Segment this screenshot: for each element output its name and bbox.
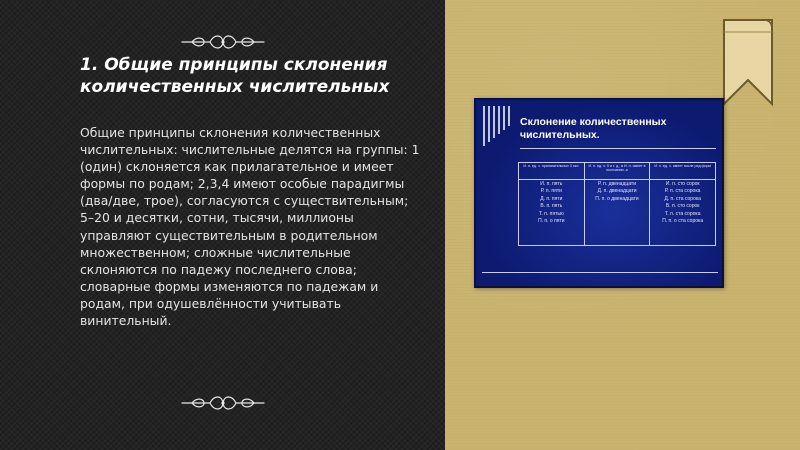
table-cell-line: Д. п. пяти: [540, 195, 563, 202]
table-cell-column-3: [650, 180, 716, 246]
divider: [482, 272, 718, 273]
table-cell-line: Т. п. пятью: [538, 210, 564, 217]
slide-title: 1. Общие принципы склонения количественных числительных: [80, 55, 390, 97]
table-cell-line: Р. п. пяти: [540, 188, 562, 195]
table-cell-line: П. п. о пяти: [538, 218, 565, 225]
table-cell-column-2: [584, 180, 650, 246]
embedded-slide-image: [474, 98, 724, 288]
table-cell-line: И. п. пять: [540, 181, 563, 187]
table-header-cell: И. п. ед. ч. прилагательных 3 скл.: [519, 163, 585, 180]
table-cell-line: В. п. пять: [540, 203, 563, 210]
table-cell-line: Р. п. ста сорока: [664, 188, 701, 195]
table-header-cell: И. п. ед. ч. имеет после ряд форм: [650, 163, 716, 180]
divider: [520, 148, 716, 149]
table-cell-line: П. п. о ста сорока: [662, 218, 704, 225]
table-cell-line: Д. п. ста сорока: [664, 195, 701, 202]
slide-body-text: Общие принципы склонения количественных числительных: числительные делятся на группы: 1 (один) склоняется как прилагательное и имеет формы по родам; 2,3,4 имеют особые парадигмы (два/две, трое), согласуются с существительным; 5–20 и десятки, сотни, тысячи, миллионы управляют существительным в родительном множественном; сложные числительные склоняются по падежу последнего слова; словарные формы изменяются по падежам и родам, при одушевлённости учитывать винительный.: [80, 125, 420, 329]
table-cell-line: В. п. сто сорок: [665, 203, 700, 210]
table-cell-column-1: [519, 180, 585, 246]
embedded-slide-title: Склонение количественных числительных.: [520, 116, 667, 141]
table-cell-line: Р. п. двенадцати: [597, 181, 636, 187]
bookmark-ribbon-icon: [720, 16, 776, 108]
table-cell-line: И. п. сто сорок: [665, 181, 700, 187]
table-header-cell: И. п. ед. ч. 5 и т. д., в И. п. имеет в окончании -и: [584, 163, 650, 180]
ornament-flourish-icon: [180, 31, 266, 53]
table-cell-line: Т. п. ста сорока: [664, 210, 701, 217]
table-cell-line: П. п. о двенадцати: [595, 195, 639, 202]
declension-table: [518, 162, 716, 246]
table-cell-line: Д. п. двенадцати: [597, 188, 637, 195]
ornament-flourish-icon: [180, 392, 266, 414]
stripes-decoration-icon: [482, 106, 512, 156]
